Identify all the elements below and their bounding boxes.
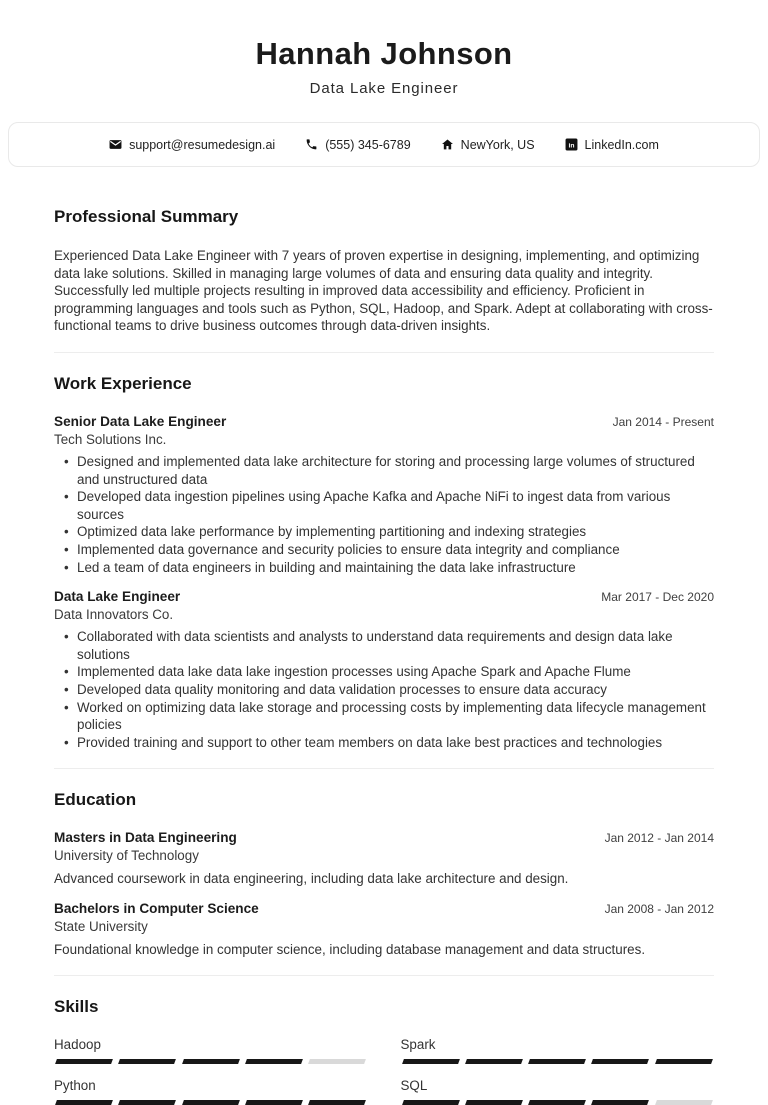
- skill-bar-segment: [308, 1059, 366, 1064]
- job-bullet: • Implemented data governance and security policies to ensure data integrity and compliance: [54, 541, 714, 559]
- job-bullet: • Led a team of data engineers in building and maintaining the data lake infrastructure: [54, 559, 714, 577]
- skill-bar-segment: [118, 1059, 176, 1064]
- skill-item: [401, 1036, 715, 1064]
- svg-text:in: in: [568, 142, 575, 150]
- skill-level-bar: [54, 1059, 368, 1064]
- job-bullet: • Collaborated with data scientists and analysts to understand data requirements and design data lake solutions: [54, 628, 714, 663]
- summary-heading: Professional Summary: [54, 207, 239, 226]
- job-entry: [54, 413, 714, 576]
- job-bullet: • Provided training and support to other team members on data lake best practices and technologies: [54, 734, 714, 752]
- contact-email[interactable]: [109, 138, 275, 152]
- skill-name: Python: [54, 1078, 96, 1094]
- skill-item: [54, 1077, 368, 1105]
- contact-linkedin-text: LinkedIn.com: [584, 137, 659, 152]
- job-entry: [54, 588, 714, 751]
- education-degree: Bachelors in Computer Science: [54, 900, 259, 916]
- work-heading: Work Experience: [54, 373, 192, 393]
- job-title: Senior Data Lake Engineer: [54, 413, 227, 429]
- skill-bar-segment: [245, 1059, 303, 1064]
- job-bullet: • Designed and implemented data lake architecture for storing and processing large volumes of structured and unstructured data: [54, 453, 714, 488]
- skill-item: [54, 1036, 368, 1064]
- contact-location-text: NewYork, US: [460, 137, 535, 152]
- job-dates: Jan 2014 - Present: [612, 414, 714, 429]
- job-dates: Mar 2017 - Dec 2020: [601, 590, 714, 605]
- skill-bar-segment: [402, 1059, 460, 1064]
- skill-name: Hadoop: [54, 1037, 101, 1053]
- skill-bar-segment: [55, 1100, 113, 1105]
- contact-email-text: support@resumedesign.ai: [129, 137, 276, 152]
- email-icon: [109, 138, 122, 151]
- section-skills: [54, 976, 714, 1105]
- job-company: Tech Solutions Inc.: [54, 431, 167, 447]
- person-name: Hannah Johnson: [255, 36, 513, 71]
- job-bullet: • Implemented data lake data lake ingestion processes using Apache Spark and Apache Flume: [54, 663, 714, 681]
- person-job-title: Data Lake Engineer: [309, 80, 459, 97]
- education-degree: Masters in Data Engineering: [54, 830, 237, 846]
- contact-phone-text: (555) 345-6789: [325, 137, 411, 152]
- home-icon: [441, 138, 454, 151]
- skill-name: Spark: [400, 1037, 436, 1053]
- section-work-experience: [54, 353, 714, 769]
- education-heading: Education: [54, 790, 137, 810]
- phone-icon: [305, 138, 318, 151]
- job-company: Data Innovators Co.: [54, 607, 174, 623]
- skill-bar-segment: [528, 1100, 586, 1105]
- skill-bar-segment: [308, 1100, 366, 1105]
- job-bullet: • Worked on optimizing data lake storage and processing costs by implementing data lifecycle management policies: [54, 699, 714, 734]
- skills-heading: Skills: [54, 997, 99, 1017]
- education-dates: Jan 2008 - Jan 2012: [604, 901, 714, 916]
- skill-bar-segment: [591, 1059, 649, 1064]
- job-title: Data Lake Engineer: [54, 589, 181, 605]
- skill-bar-segment: [465, 1059, 523, 1064]
- job-bullet: • Developed data quality monitoring and data validation processes to ensure data accuracy: [54, 681, 714, 699]
- skill-bar-segment: [118, 1100, 176, 1105]
- skill-level-bar: [54, 1100, 368, 1105]
- education-description: Foundational knowledge in computer science, including database management and data structures.: [54, 941, 646, 957]
- education-entry: [54, 829, 714, 888]
- contact-phone[interactable]: [305, 138, 410, 152]
- section-education: [54, 769, 714, 976]
- skills-grid: [54, 1036, 714, 1105]
- skill-bar-segment: [655, 1059, 713, 1064]
- summary-text: Experienced Data Lake Engineer with 7 years of proven expertise in designing, implementing, and optimizing data lake solutions. Skilled in managing large volumes of data and ensuring data quality and integrity. Successfully led multiple projects resulting in improved data accessibility and efficiency. Proficient in programming languages and tools such as Python, SQL, Hadoop, and Spark. Adept at collaborating with cross-functional teams to drive business outcomes through data-driven insights.: [54, 248, 713, 334]
- skill-level-bar: [401, 1059, 715, 1064]
- skill-bar-segment: [402, 1100, 460, 1105]
- skill-bar-segment: [55, 1059, 113, 1064]
- job-bullet: • Optimized data lake performance by implementing partitioning and indexing strategies: [54, 523, 714, 541]
- skill-bar-segment: [182, 1059, 240, 1064]
- skill-bar-segment: [655, 1100, 713, 1105]
- education-entry: [54, 900, 714, 959]
- skill-bar-segment: [245, 1100, 303, 1105]
- job-bullet-list: [54, 628, 714, 751]
- education-description: Advanced coursework in data engineering, including data lake architecture and design.: [54, 871, 569, 887]
- contact-bar: [8, 122, 760, 167]
- skill-item: [401, 1077, 715, 1105]
- job-bullet: • Developed data ingestion pipelines using Apache Kafka and Apache NiFi to ingest data from various sources: [54, 488, 714, 523]
- skill-bar-segment: [465, 1100, 523, 1105]
- section-professional-summary: [54, 167, 714, 353]
- contact-linkedin[interactable]: [565, 138, 659, 152]
- job-bullet-list: [54, 453, 714, 576]
- skill-level-bar: [401, 1100, 715, 1105]
- education-dates: Jan 2012 - Jan 2014: [604, 831, 714, 846]
- education-school: State University: [54, 918, 148, 934]
- resume-header: [0, 0, 768, 97]
- education-school: University of Technology: [54, 848, 199, 864]
- linkedin-icon: [565, 138, 578, 151]
- skill-bar-segment: [528, 1059, 586, 1064]
- resume-body: [0, 167, 768, 1105]
- skill-bar-segment: [591, 1100, 649, 1105]
- skill-bar-segment: [182, 1100, 240, 1105]
- contact-location: [441, 138, 535, 152]
- skill-name: SQL: [400, 1078, 428, 1094]
